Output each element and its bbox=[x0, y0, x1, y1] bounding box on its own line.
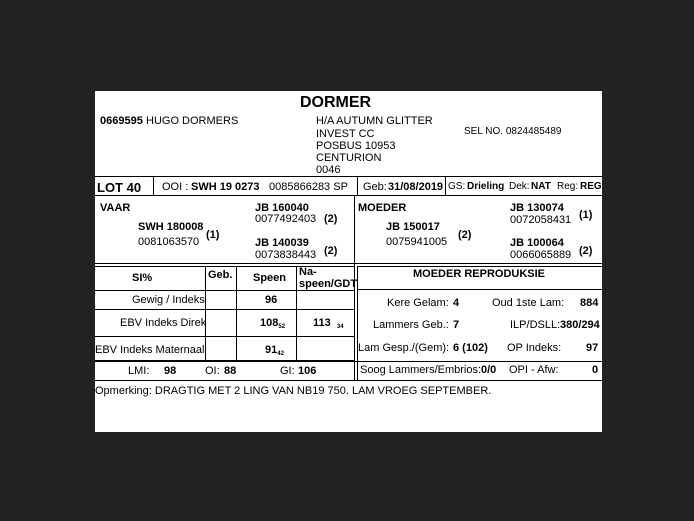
lmi-value: 98 bbox=[164, 365, 177, 377]
address-line-3: POSBUS 10953 bbox=[316, 140, 396, 152]
divider bbox=[95, 176, 602, 177]
geb-label: Geb: bbox=[363, 181, 387, 193]
owner-id: 0669595 bbox=[100, 115, 143, 127]
ilp-dsll-value: 380/294 bbox=[560, 319, 600, 331]
moeder-dam-paren: (2) bbox=[579, 245, 593, 257]
vaar-id: SWH 180008 bbox=[138, 221, 204, 233]
lammers-geb-value: 7 bbox=[453, 319, 460, 331]
divider bbox=[153, 176, 154, 195]
op-indeks-value: 97 bbox=[586, 342, 599, 354]
address-line-4: CENTURION bbox=[316, 152, 382, 164]
divider bbox=[95, 380, 602, 381]
moeder-label: MOEDER bbox=[358, 202, 407, 214]
moeder-id: JB 150017 bbox=[386, 221, 440, 233]
row-maternaal-speen: $91_{42}$ bbox=[265, 344, 284, 357]
si-header: SI% bbox=[132, 272, 153, 284]
gs-value: Drieling bbox=[467, 181, 505, 192]
moeder-number: 0075941005 bbox=[386, 236, 448, 248]
oi-label: OI: bbox=[205, 365, 220, 377]
divider bbox=[95, 263, 602, 264]
op-indeks-label: OP Indeks: bbox=[507, 342, 562, 354]
divider bbox=[357, 266, 602, 267]
soog-label: Soog Lammers/Embrios: bbox=[360, 364, 482, 376]
reproduksie-title: MOEDER REPRODUKSIE bbox=[413, 268, 546, 280]
oi-value: 88 bbox=[224, 365, 237, 377]
owner-name: HUGO DORMERS bbox=[146, 115, 239, 127]
kere-gelam-value: 4 bbox=[453, 297, 460, 309]
lam-gesp-label: Lam Gesp./(Gem): bbox=[358, 342, 450, 354]
page-title: DORMER bbox=[300, 94, 372, 111]
lmi-label: LMI: bbox=[128, 365, 150, 377]
row-direk-naspeen-sub: 34 bbox=[336, 324, 344, 330]
divider bbox=[296, 266, 297, 361]
divider bbox=[357, 176, 358, 195]
opi-afw-value: 0 bbox=[592, 364, 599, 376]
vaar-sire-paren: (2) bbox=[324, 213, 338, 225]
ilp-dsll-label: ILP/DSLL: bbox=[510, 319, 561, 331]
divider bbox=[95, 361, 602, 362]
address-line-5: 0046 bbox=[316, 164, 341, 176]
moeder-sire-paren: (1) bbox=[579, 209, 593, 221]
row-label-ebv-maternaal: EBV Indeks Maternaal bbox=[95, 344, 205, 356]
lot-card bbox=[95, 91, 602, 432]
vaar-number: 0081063570 bbox=[138, 236, 200, 248]
naspeen-header-2: speen/GDT bbox=[299, 278, 358, 290]
row-maternaal-speen-sub: 42 bbox=[277, 351, 284, 357]
sel-no: SEL NO. 0824485489 bbox=[464, 126, 562, 137]
divider bbox=[445, 176, 446, 195]
divider bbox=[357, 289, 602, 290]
divider bbox=[95, 309, 354, 310]
lot-number: LOT 40 bbox=[97, 180, 142, 195]
divider bbox=[236, 266, 237, 361]
vaar-sire-number: 0077492403 bbox=[255, 213, 317, 225]
opmerking: Opmerking: DRAGTIG MET 2 LING VAN NB19 750. LAM VROEG SEPTEMBER. bbox=[95, 385, 492, 397]
vaar-dam-number: 0073838443 bbox=[255, 249, 317, 261]
geb-header: Geb. bbox=[208, 269, 233, 281]
moeder-sire-id: JB 130074 bbox=[510, 202, 564, 214]
dek-value: NAT bbox=[531, 181, 551, 192]
divider bbox=[205, 266, 206, 361]
vaar-paren: (1) bbox=[206, 229, 220, 241]
row-direk-naspeen: 113 $_{34}$ bbox=[313, 317, 344, 330]
kere-gelam-label: Kere Gelam: bbox=[387, 297, 449, 309]
divider bbox=[95, 290, 354, 291]
divider bbox=[95, 336, 354, 337]
reg-value: REG bbox=[580, 181, 602, 192]
speen-header: Speen bbox=[253, 272, 287, 284]
row-direk-speen-sub: 52 bbox=[278, 324, 286, 330]
oud-1ste-lam-label: Oud 1ste Lam: bbox=[492, 297, 565, 309]
moeder-paren: (2) bbox=[458, 229, 472, 241]
divider bbox=[357, 266, 358, 380]
dek-label: Dek: bbox=[509, 181, 530, 192]
vaar-label: VAAR bbox=[100, 202, 131, 214]
address-line-2: INVEST CC bbox=[316, 128, 375, 140]
vaar-dam-paren: (2) bbox=[324, 245, 338, 257]
lam-gesp-value: 6 (102) bbox=[453, 342, 488, 354]
moeder-dam-number: 0066065889 bbox=[510, 249, 572, 261]
moeder-sire-number: 0072058431 bbox=[510, 214, 572, 226]
soog-value: 0/0 bbox=[481, 364, 497, 376]
lammers-geb-label: Lammers Geb.: bbox=[373, 319, 449, 331]
row-label-ebv-direk: EBV Indeks Direk bbox=[120, 317, 207, 329]
reg-label: Reg: bbox=[557, 181, 579, 192]
ooi-label: OOI : bbox=[162, 181, 189, 193]
oud-1ste-lam-value: 884 bbox=[580, 297, 599, 309]
geb-date: 31/08/2019 bbox=[388, 181, 444, 193]
opi-afw-label: OPI - Afw: bbox=[509, 364, 559, 376]
row-gewig-speen: 96 bbox=[265, 294, 278, 306]
row-direk-speen: $108_{52}$ bbox=[260, 317, 286, 330]
vaar-dam-id: JB 140039 bbox=[255, 237, 309, 249]
ooi-number: 0085866283 SP bbox=[269, 181, 348, 193]
divider bbox=[95, 195, 602, 196]
gi-label: GI: bbox=[280, 365, 295, 377]
row-label-gewig: Gewig / Indeks bbox=[132, 294, 205, 306]
gi-value: 106 bbox=[298, 365, 317, 377]
ooi-id: SWH 19 0273 bbox=[191, 181, 260, 193]
naspeen-header-1: Na- bbox=[299, 266, 317, 278]
moeder-dam-id: JB 100064 bbox=[510, 237, 564, 249]
address-line-1: H/A AUTUMN GLITTER bbox=[316, 115, 433, 127]
vaar-sire-id: JB 160040 bbox=[255, 202, 309, 214]
gs-label: GS: bbox=[448, 181, 466, 192]
